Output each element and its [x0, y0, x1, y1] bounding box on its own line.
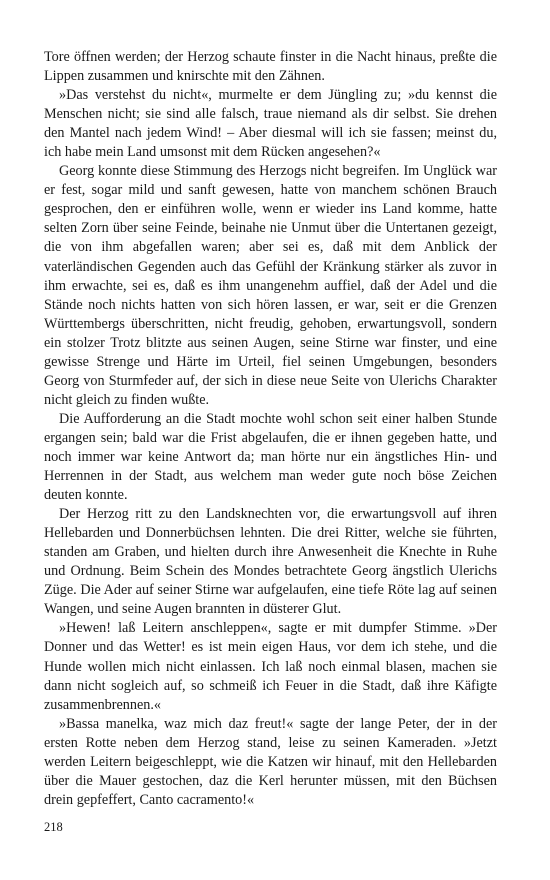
paragraph-2: »Das verstehst du nicht«, murmelte er dem Jüngling zu; »du kennst die Menschen nicht; sie sind alle falsch, traue niemand als dir selbst. Sie drehen den Mantel nach jedem Wind! – Aber diesmal will ich sie fassen; meinst du, ich habe mein Land umsonst mit dem Rücken angesehen?«: [44, 87, 497, 161]
paragraph-5: Der Herzog ritt zu den Landsknechten vor, die erwartungsvoll auf ihren Hellebarden und Donnerbüchsen lehnten. Die drei Ritter, welche sie führten, standen am Graben, und hielten durch ihre Anwesenheit die Knechte in Ruhe und Ordnung. Beim Schein des Mondes betrachtete Georg ängstlich Ulerichs Züge. Die Ader auf seiner Stirne war aufgelaufen, eine tiefe Röte lag auf seinen Wangen, und seine Augen brannten in düsterer Glut.: [44, 506, 497, 618]
paragraph-6: »Hewen! laß Leitern anschleppen«, sagte er mit dumpfer Stimme. »Der Donner und das Wetter! es ist mein eigen Haus, vor dem ich stehe, und die Hunde wollen mich nicht einlassen. Ich laß noch einmal blasen, machen sie dann nicht sogleich auf, so schmeiß ich Feuer in die Stadt, daß ihre Käfigte zusammenbrennen.«: [44, 620, 497, 713]
page-number: 218: [44, 820, 63, 834]
book-page-text: [44, 48, 497, 810]
paragraph-7: »Bassa manelka, waz mich daz freut!« sagte der lange Peter, der in der ersten Rotte neben dem Herzog stand, leise zu seinen Kameraden. »Jetzt werden Leitern beigeschleppt, wie die Katzen wir hinauf, mit den Hellebarden über die Mauer gestochen, daz die Kerl herunter müssen, mit den Büchsen drein gepfeffert, Canto cacramento!«: [44, 715, 497, 808]
paragraph-1: Tore öffnen werden; der Herzog schaute finster in die Nacht hinaus, preßte die Lippen zusammen und knirschte mit den Zähnen.: [44, 49, 497, 85]
paragraph-3: Georg konnte diese Stimmung des Herzogs nicht begreifen. Im Unglück war er fest, sogar mild und sanft gewesen, hatte von manchem schönen Brauch gesprochen, den er einführen wolle, wenn er wieder ins Land komme, hatte selten Zorn über seine Feinde, beinahe nie Unmut über die Untertanen gezeigt, die von ihm abgefallen waren; aber sei es, daß mit dem Anblick der vaterländischen Gegenden auch das Gefühl der Kränkung stärker als zuvor in ihm erwachte, sei es, daß es ihm unangenehm auffiel, daß der Adel und die Stände noch nichts hatten von sich hören lassen, er war, seit er die Grenzen Württembergs überschritten, nicht freudig, gehoben, erwartungsvoll, sondern ein stolzer Trotz blitzte aus seinen Augen, seine Stirne war finster, und eine gewisse Strenge und Härte im Urteil, fiel seinen Umgebungen, besonders Georg von Sturmfeder auf, der sich in diese neue Seite von Ulerichs Charakter nicht gleich zu finden wußte.: [44, 163, 497, 408]
paragraph-4: Die Aufforderung an die Stadt mochte wohl schon seit einer halben Stunde ergangen sein; bald war die Frist abgelaufen, die er ihnen gegeben hatte, und noch immer war keine Antwort da; man hörte nur ein ängstliches Hin- und Herrennen in der Stadt, aus welchem man weder gute noch böse Zeichen deuten konnte.: [44, 410, 497, 504]
